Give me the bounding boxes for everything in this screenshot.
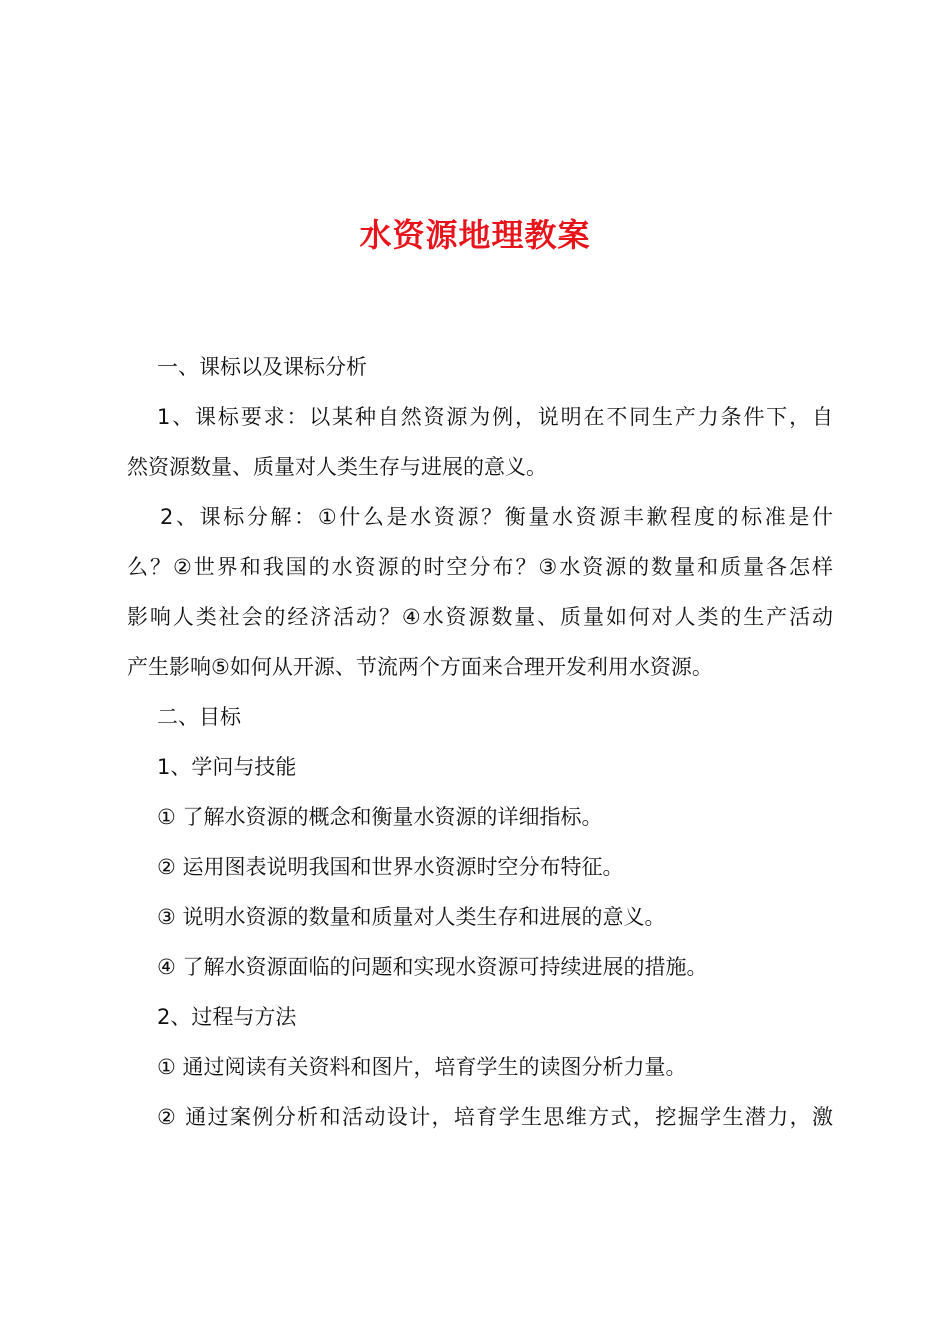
paragraph-line: 然资源数量、质量对人类生存与进展的意义。 [127,455,547,479]
list-item: ② 运用图表说明我国和世界水资源时空分布特征。 [157,855,624,879]
paragraph-line: 2、课标分解：①什么是水资源？衡量水资源丰歉程度的标准是什 [160,505,833,529]
list-item: ③ 说明水资源的数量和质量对人类生存和进展的意义。 [157,905,666,929]
paragraph-line: 1、课标要求：以某种自然资源为例，说明在不同生产力条件下，自 [157,405,833,429]
paragraph-line: 么？②世界和我国的水资源的时空分布？③水资源的数量和质量各怎样 [127,555,833,579]
subsection-heading: 1、学问与技能 [157,755,297,779]
list-item: ① 通过阅读有关资料和图片，培育学生的读图分析力量。 [157,1055,687,1079]
list-item: ① 了解水资源的概念和衡量水资源的详细指标。 [157,805,603,829]
section-heading-1: 一、课标以及课标分析 [157,355,367,379]
paragraph-line: 产生影响⑤如何从开源、节流两个方面来合理开发利用水资源。 [127,655,713,679]
subsection-heading: 2、过程与方法 [157,1005,297,1029]
list-item: ④ 了解水资源面临的问题和实现水资源可持续进展的措施。 [157,955,708,979]
document-title: 水资源地理教案 [359,216,591,254]
section-heading-2: 二、目标 [157,705,241,729]
document-body [127,342,833,1142]
list-item: ② 通过案例分析和活动设计，培育学生思维方式，挖掘学生潜力，激 [157,1105,833,1129]
paragraph-line: 影响人类社会的经济活动？④水资源数量、质量如何对人类的生产活动 [127,605,833,629]
